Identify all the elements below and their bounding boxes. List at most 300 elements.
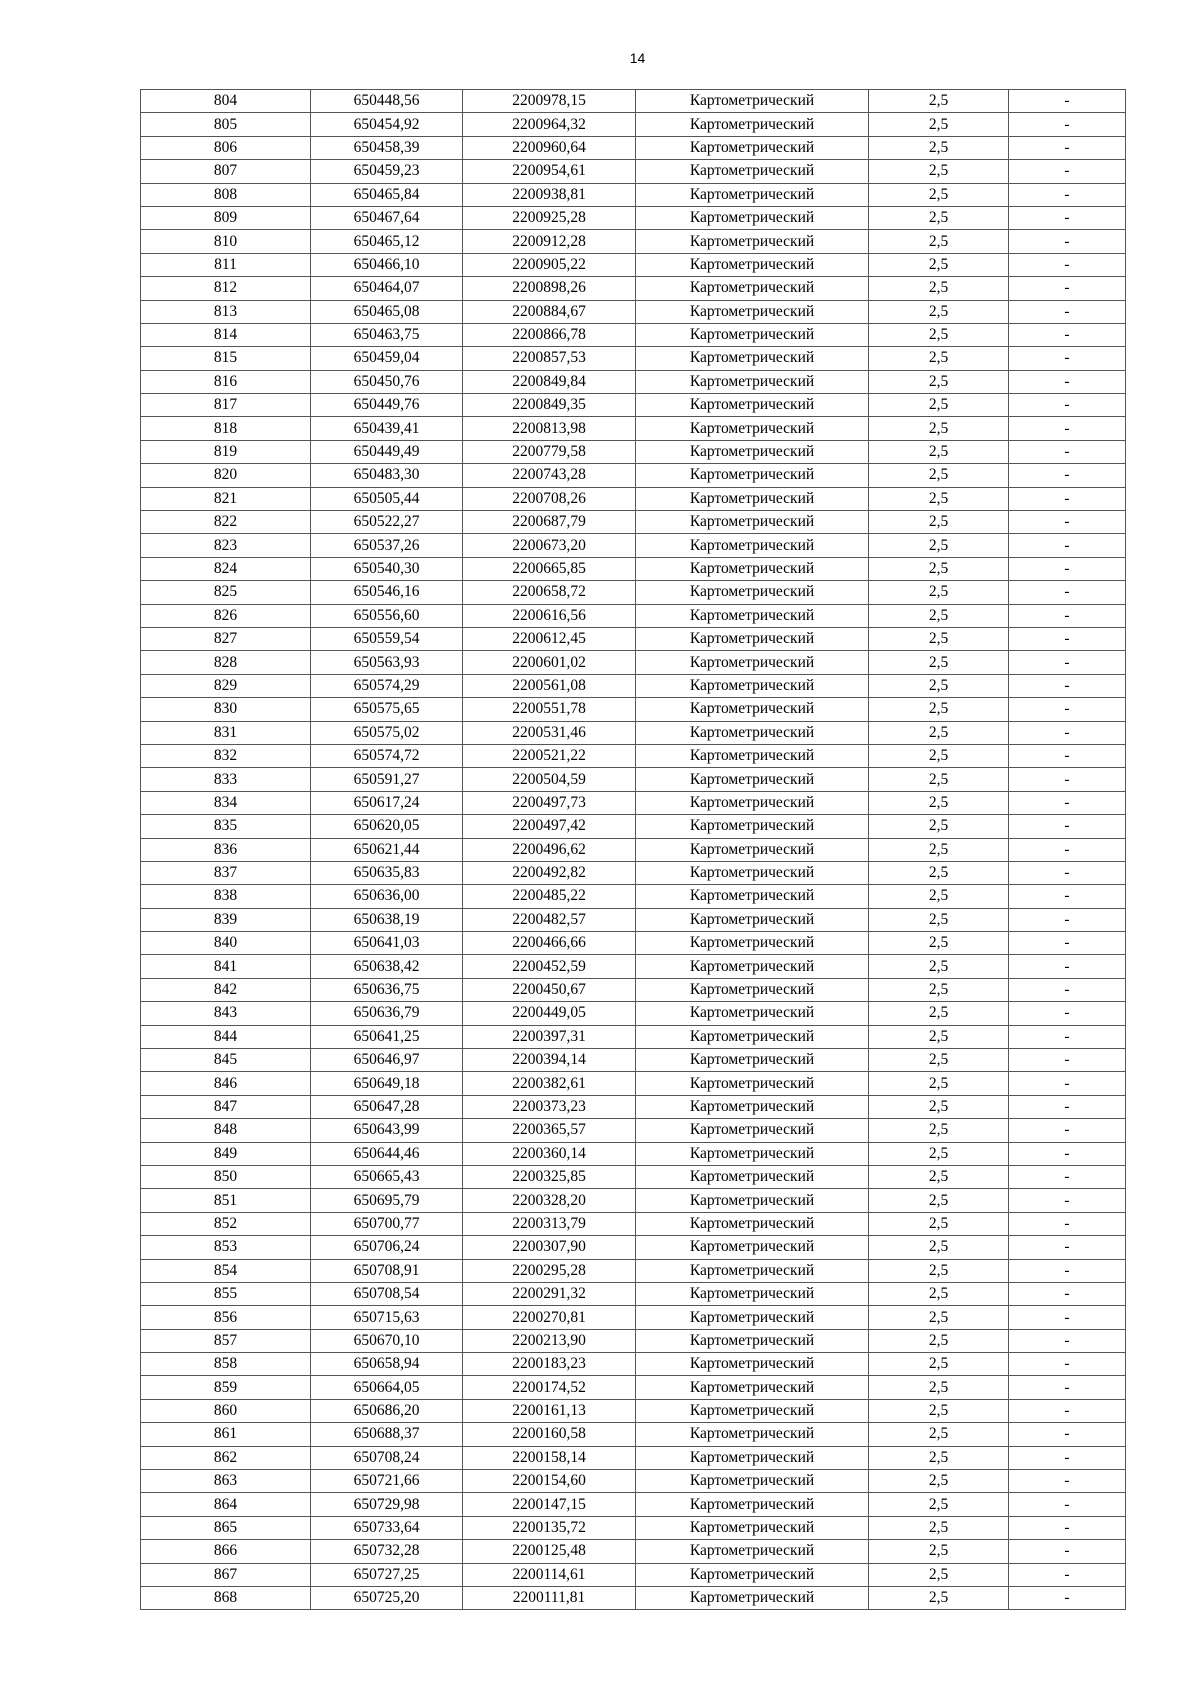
- point-number-cell: 843: [141, 1002, 311, 1025]
- note-cell: -: [1009, 1353, 1126, 1376]
- table-row: [141, 136, 1126, 159]
- point-number-cell: 806: [141, 136, 311, 159]
- accuracy-cell: 2,5: [869, 534, 1009, 557]
- point-number-cell: 848: [141, 1119, 311, 1142]
- method-cell: Картометрический: [636, 1119, 869, 1142]
- table-row: [141, 347, 1126, 370]
- page-number: 14: [629, 50, 646, 66]
- note-cell: -: [1009, 394, 1126, 417]
- y-coordinate-cell: 2200291,32: [463, 1282, 636, 1305]
- x-coordinate-cell: 650727,25: [311, 1563, 463, 1586]
- y-coordinate-cell: 2200964,32: [463, 113, 636, 136]
- y-coordinate-cell: 2200449,05: [463, 1002, 636, 1025]
- point-number-cell: 863: [141, 1470, 311, 1493]
- note-cell: -: [1009, 581, 1126, 604]
- note-cell: -: [1009, 1002, 1126, 1025]
- x-coordinate-cell: 650449,76: [311, 394, 463, 417]
- x-coordinate-cell: 650636,75: [311, 978, 463, 1001]
- table-row: [141, 651, 1126, 674]
- accuracy-cell: 2,5: [869, 230, 1009, 253]
- y-coordinate-cell: 2200884,67: [463, 300, 636, 323]
- point-number-cell: 811: [141, 253, 311, 276]
- table-row: [141, 323, 1126, 346]
- y-coordinate-cell: 2200307,90: [463, 1236, 636, 1259]
- y-coordinate-cell: 2200174,52: [463, 1376, 636, 1399]
- x-coordinate-cell: 650540,30: [311, 557, 463, 580]
- accuracy-cell: 2,5: [869, 791, 1009, 814]
- accuracy-cell: 2,5: [869, 1470, 1009, 1493]
- x-coordinate-cell: 650466,10: [311, 253, 463, 276]
- method-cell: Картометрический: [636, 978, 869, 1001]
- method-cell: Картометрический: [636, 534, 869, 557]
- method-cell: Картометрический: [636, 768, 869, 791]
- accuracy-cell: 2,5: [869, 815, 1009, 838]
- accuracy-cell: 2,5: [869, 1165, 1009, 1188]
- x-coordinate-cell: 650638,19: [311, 908, 463, 931]
- point-number-cell: 815: [141, 347, 311, 370]
- point-number-cell: 834: [141, 791, 311, 814]
- y-coordinate-cell: 2200313,79: [463, 1212, 636, 1235]
- accuracy-cell: 2,5: [869, 1002, 1009, 1025]
- accuracy-cell: 2,5: [869, 1516, 1009, 1539]
- x-coordinate-cell: 650448,56: [311, 90, 463, 113]
- point-number-cell: 809: [141, 206, 311, 229]
- note-cell: -: [1009, 744, 1126, 767]
- point-number-cell: 828: [141, 651, 311, 674]
- y-coordinate-cell: 2200531,46: [463, 721, 636, 744]
- x-coordinate-cell: 650708,24: [311, 1446, 463, 1469]
- y-coordinate-cell: 2200373,23: [463, 1095, 636, 1118]
- method-cell: Картометрический: [636, 1025, 869, 1048]
- accuracy-cell: 2,5: [869, 955, 1009, 978]
- note-cell: -: [1009, 932, 1126, 955]
- point-number-cell: 821: [141, 487, 311, 510]
- note-cell: -: [1009, 534, 1126, 557]
- x-coordinate-cell: 650459,23: [311, 160, 463, 183]
- accuracy-cell: 2,5: [869, 206, 1009, 229]
- note-cell: -: [1009, 511, 1126, 534]
- method-cell: Картометрический: [636, 955, 869, 978]
- y-coordinate-cell: 2200394,14: [463, 1049, 636, 1072]
- table-row: [141, 627, 1126, 650]
- note-cell: -: [1009, 113, 1126, 136]
- accuracy-cell: 2,5: [869, 908, 1009, 931]
- note-cell: -: [1009, 323, 1126, 346]
- y-coordinate-cell: 2200397,31: [463, 1025, 636, 1048]
- accuracy-cell: 2,5: [869, 417, 1009, 440]
- point-number-cell: 810: [141, 230, 311, 253]
- table-row: [141, 1002, 1126, 1025]
- point-number-cell: 862: [141, 1446, 311, 1469]
- method-cell: Картометрический: [636, 1259, 869, 1282]
- point-number-cell: 860: [141, 1399, 311, 1422]
- note-cell: -: [1009, 791, 1126, 814]
- table-row: [141, 1165, 1126, 1188]
- y-coordinate-cell: 2200612,45: [463, 627, 636, 650]
- y-coordinate-cell: 2200154,60: [463, 1470, 636, 1493]
- y-coordinate-cell: 2200857,53: [463, 347, 636, 370]
- note-cell: -: [1009, 1399, 1126, 1422]
- method-cell: Картометрический: [636, 908, 869, 931]
- point-number-cell: 864: [141, 1493, 311, 1516]
- accuracy-cell: 2,5: [869, 90, 1009, 113]
- accuracy-cell: 2,5: [869, 861, 1009, 884]
- point-number-cell: 840: [141, 932, 311, 955]
- y-coordinate-cell: 2200665,85: [463, 557, 636, 580]
- table-row: [141, 1282, 1126, 1305]
- y-coordinate-cell: 2200158,14: [463, 1446, 636, 1469]
- point-number-cell: 854: [141, 1259, 311, 1282]
- method-cell: Картометрический: [636, 815, 869, 838]
- x-coordinate-cell: 650464,07: [311, 277, 463, 300]
- coordinates-table: [140, 89, 1126, 1610]
- x-coordinate-cell: 650621,44: [311, 838, 463, 861]
- note-cell: -: [1009, 1540, 1126, 1563]
- method-cell: Картометрический: [636, 1282, 869, 1305]
- table-row: [141, 908, 1126, 931]
- x-coordinate-cell: 650733,64: [311, 1516, 463, 1539]
- point-number-cell: 831: [141, 721, 311, 744]
- note-cell: -: [1009, 136, 1126, 159]
- table-row: [141, 1049, 1126, 1072]
- x-coordinate-cell: 650715,63: [311, 1306, 463, 1329]
- x-coordinate-cell: 650700,77: [311, 1212, 463, 1235]
- note-cell: -: [1009, 1236, 1126, 1259]
- table-row: [141, 1025, 1126, 1048]
- method-cell: Картометрический: [636, 370, 869, 393]
- y-coordinate-cell: 2200960,64: [463, 136, 636, 159]
- table-row: [141, 1446, 1126, 1469]
- x-coordinate-cell: 650591,27: [311, 768, 463, 791]
- x-coordinate-cell: 650465,12: [311, 230, 463, 253]
- y-coordinate-cell: 2200849,35: [463, 394, 636, 417]
- x-coordinate-cell: 650641,25: [311, 1025, 463, 1048]
- table-row: [141, 674, 1126, 697]
- note-cell: -: [1009, 1282, 1126, 1305]
- table-row: [141, 300, 1126, 323]
- x-coordinate-cell: 650483,30: [311, 464, 463, 487]
- x-coordinate-cell: 650706,24: [311, 1236, 463, 1259]
- y-coordinate-cell: 2200360,14: [463, 1142, 636, 1165]
- x-coordinate-cell: 650449,49: [311, 440, 463, 463]
- point-number-cell: 827: [141, 627, 311, 650]
- accuracy-cell: 2,5: [869, 885, 1009, 908]
- x-coordinate-cell: 650643,99: [311, 1119, 463, 1142]
- x-coordinate-cell: 650658,94: [311, 1353, 463, 1376]
- accuracy-cell: 2,5: [869, 1189, 1009, 1212]
- accuracy-cell: 2,5: [869, 557, 1009, 580]
- point-number-cell: 805: [141, 113, 311, 136]
- point-number-cell: 845: [141, 1049, 311, 1072]
- table-row: [141, 838, 1126, 861]
- accuracy-cell: 2,5: [869, 440, 1009, 463]
- x-coordinate-cell: 650636,79: [311, 1002, 463, 1025]
- y-coordinate-cell: 2200492,82: [463, 861, 636, 884]
- table-row: [141, 1072, 1126, 1095]
- table-row: [141, 932, 1126, 955]
- note-cell: -: [1009, 1165, 1126, 1188]
- accuracy-cell: 2,5: [869, 932, 1009, 955]
- table-row: [141, 1095, 1126, 1118]
- y-coordinate-cell: 2200521,22: [463, 744, 636, 767]
- method-cell: Картометрический: [636, 230, 869, 253]
- method-cell: Картометрический: [636, 674, 869, 697]
- note-cell: -: [1009, 908, 1126, 931]
- method-cell: Картометрический: [636, 791, 869, 814]
- note-cell: -: [1009, 300, 1126, 323]
- method-cell: Картометрический: [636, 581, 869, 604]
- note-cell: -: [1009, 838, 1126, 861]
- table-row: [141, 955, 1126, 978]
- point-number-cell: 851: [141, 1189, 311, 1212]
- point-number-cell: 852: [141, 1212, 311, 1235]
- y-coordinate-cell: 2200160,58: [463, 1423, 636, 1446]
- point-number-cell: 824: [141, 557, 311, 580]
- point-number-cell: 818: [141, 417, 311, 440]
- method-cell: Картометрический: [636, 1376, 869, 1399]
- x-coordinate-cell: 650522,27: [311, 511, 463, 534]
- y-coordinate-cell: 2200616,56: [463, 604, 636, 627]
- table-row: [141, 1423, 1126, 1446]
- method-cell: Картометрический: [636, 206, 869, 229]
- point-number-cell: 819: [141, 440, 311, 463]
- point-number-cell: 814: [141, 323, 311, 346]
- table-row: [141, 1189, 1126, 1212]
- method-cell: Картометрический: [636, 604, 869, 627]
- method-cell: Картометрический: [636, 1423, 869, 1446]
- method-cell: Картометрический: [636, 1587, 869, 1610]
- x-coordinate-cell: 650695,79: [311, 1189, 463, 1212]
- table-row: [141, 1259, 1126, 1282]
- y-coordinate-cell: 2200658,72: [463, 581, 636, 604]
- table-row: [141, 1540, 1126, 1563]
- y-coordinate-cell: 2200485,22: [463, 885, 636, 908]
- accuracy-cell: 2,5: [869, 1399, 1009, 1422]
- point-number-cell: 826: [141, 604, 311, 627]
- y-coordinate-cell: 2200147,15: [463, 1493, 636, 1516]
- table-row: [141, 815, 1126, 838]
- note-cell: -: [1009, 1119, 1126, 1142]
- note-cell: -: [1009, 627, 1126, 650]
- x-coordinate-cell: 650537,26: [311, 534, 463, 557]
- point-number-cell: 847: [141, 1095, 311, 1118]
- note-cell: -: [1009, 1587, 1126, 1610]
- point-number-cell: 835: [141, 815, 311, 838]
- y-coordinate-cell: 2200978,15: [463, 90, 636, 113]
- method-cell: Картометрический: [636, 627, 869, 650]
- note-cell: -: [1009, 1049, 1126, 1072]
- point-number-cell: 846: [141, 1072, 311, 1095]
- table-row: [141, 721, 1126, 744]
- table-row: [141, 557, 1126, 580]
- x-coordinate-cell: 650665,43: [311, 1165, 463, 1188]
- table-row: [141, 487, 1126, 510]
- y-coordinate-cell: 2200708,26: [463, 487, 636, 510]
- table-row: [141, 861, 1126, 884]
- method-cell: Картометрический: [636, 861, 869, 884]
- coordinates-table-body: [141, 90, 1126, 1610]
- note-cell: -: [1009, 1376, 1126, 1399]
- point-number-cell: 849: [141, 1142, 311, 1165]
- x-coordinate-cell: 650641,03: [311, 932, 463, 955]
- accuracy-cell: 2,5: [869, 1353, 1009, 1376]
- method-cell: Картометрический: [636, 1399, 869, 1422]
- x-coordinate-cell: 650638,42: [311, 955, 463, 978]
- table-row: [141, 1516, 1126, 1539]
- accuracy-cell: 2,5: [869, 838, 1009, 861]
- x-coordinate-cell: 650620,05: [311, 815, 463, 838]
- table-row: [141, 698, 1126, 721]
- point-number-cell: 841: [141, 955, 311, 978]
- note-cell: -: [1009, 1329, 1126, 1352]
- y-coordinate-cell: 2200482,57: [463, 908, 636, 931]
- accuracy-cell: 2,5: [869, 768, 1009, 791]
- x-coordinate-cell: 650575,65: [311, 698, 463, 721]
- table-row: [141, 113, 1126, 136]
- point-number-cell: 867: [141, 1563, 311, 1586]
- note-cell: -: [1009, 487, 1126, 510]
- y-coordinate-cell: 2200161,13: [463, 1399, 636, 1422]
- note-cell: -: [1009, 651, 1126, 674]
- x-coordinate-cell: 650467,64: [311, 206, 463, 229]
- method-cell: Картометрический: [636, 160, 869, 183]
- method-cell: Картометрический: [636, 698, 869, 721]
- note-cell: -: [1009, 861, 1126, 884]
- accuracy-cell: 2,5: [869, 160, 1009, 183]
- accuracy-cell: 2,5: [869, 1212, 1009, 1235]
- x-coordinate-cell: 650465,84: [311, 183, 463, 206]
- note-cell: -: [1009, 955, 1126, 978]
- accuracy-cell: 2,5: [869, 323, 1009, 346]
- point-number-cell: 858: [141, 1353, 311, 1376]
- x-coordinate-cell: 650559,54: [311, 627, 463, 650]
- y-coordinate-cell: 2200938,81: [463, 183, 636, 206]
- accuracy-cell: 2,5: [869, 721, 1009, 744]
- accuracy-cell: 2,5: [869, 744, 1009, 767]
- accuracy-cell: 2,5: [869, 1446, 1009, 1469]
- note-cell: -: [1009, 1516, 1126, 1539]
- accuracy-cell: 2,5: [869, 978, 1009, 1001]
- x-coordinate-cell: 650725,20: [311, 1587, 463, 1610]
- method-cell: Картометрический: [636, 277, 869, 300]
- point-number-cell: 855: [141, 1282, 311, 1305]
- method-cell: Картометрический: [636, 1212, 869, 1235]
- accuracy-cell: 2,5: [869, 1072, 1009, 1095]
- x-coordinate-cell: 650670,10: [311, 1329, 463, 1352]
- note-cell: -: [1009, 370, 1126, 393]
- note-cell: -: [1009, 1189, 1126, 1212]
- y-coordinate-cell: 2200466,66: [463, 932, 636, 955]
- note-cell: -: [1009, 1095, 1126, 1118]
- x-coordinate-cell: 650463,75: [311, 323, 463, 346]
- method-cell: Картометрический: [636, 511, 869, 534]
- table-row: [141, 791, 1126, 814]
- note-cell: -: [1009, 1306, 1126, 1329]
- method-cell: Картометрический: [636, 1470, 869, 1493]
- point-number-cell: 844: [141, 1025, 311, 1048]
- method-cell: Картометрический: [636, 347, 869, 370]
- y-coordinate-cell: 2200601,02: [463, 651, 636, 674]
- table-row: [141, 160, 1126, 183]
- note-cell: -: [1009, 1212, 1126, 1235]
- accuracy-cell: 2,5: [869, 253, 1009, 276]
- y-coordinate-cell: 2200135,72: [463, 1516, 636, 1539]
- x-coordinate-cell: 650546,16: [311, 581, 463, 604]
- point-number-cell: 808: [141, 183, 311, 206]
- method-cell: Картометрический: [636, 744, 869, 767]
- method-cell: Картометрический: [636, 1540, 869, 1563]
- method-cell: Картометрический: [636, 1165, 869, 1188]
- note-cell: -: [1009, 206, 1126, 229]
- accuracy-cell: 2,5: [869, 627, 1009, 650]
- method-cell: Картометрический: [636, 394, 869, 417]
- accuracy-cell: 2,5: [869, 1142, 1009, 1165]
- method-cell: Картометрический: [636, 90, 869, 113]
- method-cell: Картометрический: [636, 557, 869, 580]
- note-cell: -: [1009, 1072, 1126, 1095]
- y-coordinate-cell: 2200365,57: [463, 1119, 636, 1142]
- y-coordinate-cell: 2200813,98: [463, 417, 636, 440]
- y-coordinate-cell: 2200325,85: [463, 1165, 636, 1188]
- y-coordinate-cell: 2200954,61: [463, 160, 636, 183]
- table-row: [141, 1563, 1126, 1586]
- accuracy-cell: 2,5: [869, 464, 1009, 487]
- method-cell: Картометрический: [636, 1049, 869, 1072]
- x-coordinate-cell: 650635,83: [311, 861, 463, 884]
- note-cell: -: [1009, 160, 1126, 183]
- method-cell: Картометрический: [636, 417, 869, 440]
- table-row: [141, 1306, 1126, 1329]
- method-cell: Картометрический: [636, 1563, 869, 1586]
- point-number-cell: 820: [141, 464, 311, 487]
- note-cell: -: [1009, 604, 1126, 627]
- accuracy-cell: 2,5: [869, 1376, 1009, 1399]
- accuracy-cell: 2,5: [869, 674, 1009, 697]
- note-cell: -: [1009, 277, 1126, 300]
- method-cell: Картометрический: [636, 1142, 869, 1165]
- point-number-cell: 817: [141, 394, 311, 417]
- y-coordinate-cell: 2200779,58: [463, 440, 636, 463]
- method-cell: Картометрический: [636, 1329, 869, 1352]
- table-row: [141, 417, 1126, 440]
- accuracy-cell: 2,5: [869, 1049, 1009, 1072]
- method-cell: Картометрический: [636, 932, 869, 955]
- note-cell: -: [1009, 1259, 1126, 1282]
- table-row: [141, 206, 1126, 229]
- y-coordinate-cell: 2200898,26: [463, 277, 636, 300]
- point-number-cell: 823: [141, 534, 311, 557]
- accuracy-cell: 2,5: [869, 277, 1009, 300]
- accuracy-cell: 2,5: [869, 113, 1009, 136]
- accuracy-cell: 2,5: [869, 651, 1009, 674]
- y-coordinate-cell: 2200925,28: [463, 206, 636, 229]
- accuracy-cell: 2,5: [869, 1329, 1009, 1352]
- note-cell: -: [1009, 978, 1126, 1001]
- method-cell: Картометрический: [636, 113, 869, 136]
- note-cell: -: [1009, 885, 1126, 908]
- point-number-cell: 836: [141, 838, 311, 861]
- accuracy-cell: 2,5: [869, 1540, 1009, 1563]
- method-cell: Картометрический: [636, 1353, 869, 1376]
- accuracy-cell: 2,5: [869, 698, 1009, 721]
- table-row: [141, 1353, 1126, 1376]
- method-cell: Картометрический: [636, 1493, 869, 1516]
- note-cell: -: [1009, 90, 1126, 113]
- x-coordinate-cell: 650729,98: [311, 1493, 463, 1516]
- y-coordinate-cell: 2200497,73: [463, 791, 636, 814]
- x-coordinate-cell: 650688,37: [311, 1423, 463, 1446]
- method-cell: Картометрический: [636, 440, 869, 463]
